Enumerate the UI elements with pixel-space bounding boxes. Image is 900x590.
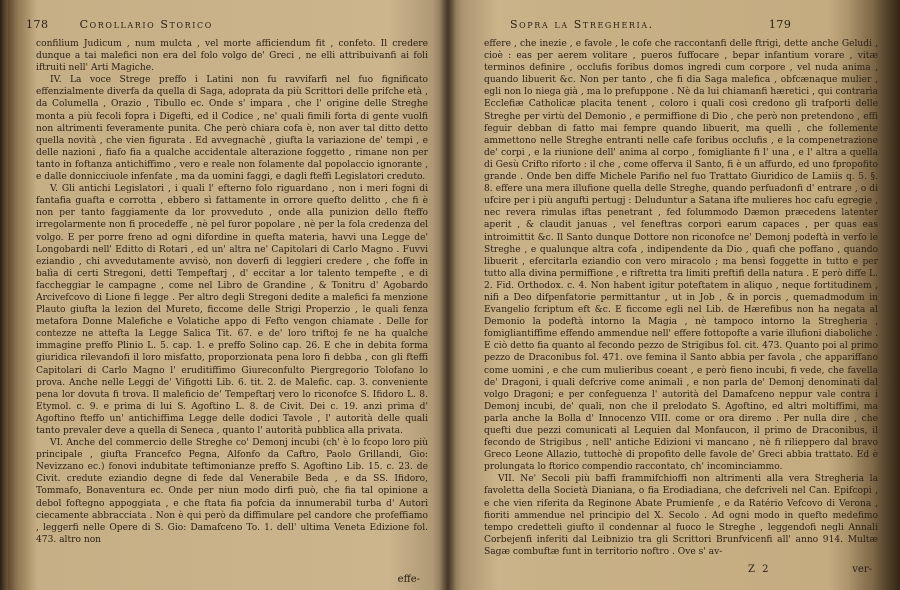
left-paragraph-vi: VI. Anche del commercio delle Streghe co' Demonj incubi (ch' è lo fcopo loro più principale , giufta Francefco Pegna, Alfonfo da Caftro, Paolo Grillandi, Gio: Nevizzano ec.) fonovi indubitate teftimonianze preffo S. Agoftino Lib. 15. c. 23. de Civit. credute eziandio degne di fede dal Venerabile Beda , e da SS. Ifidoro, Tommafo, Bonaventura ec. Onde per niun modo dirfi può, che fia tal opinione a debol foftegno appoggiata , e che ftata fia pofcia da innumerabil turba d' Autori ciecamente abbracciata . Non è qui però da diffimulare pel candore che profeffiamo , leggerfi nelle Opere di S. Gio: Damafceno To. 1. dell' ultima Veneta Edizione fol. 473. altro non: [36, 438, 428, 545]
left-paragraph-v: V. Gli antichi Legislatori , i quali l' efterno folo riguardano , non i meri fogni di fantafia guafta e corrotta , ebbero sì fattamente in orrore quefto delitto , che fi è non per tanto faggiamente da lor provveduto , onde alla punizion dello fteffo irregolarmente non fi procedeffe , nè pel furor popolare , nè per la fola credenza del volgo. E per porre freno ad ogni difordine in quefta materia, havvi una Legge de' Longobardi nell' Editto di Rotari , ed un' altra ne' Capitolari di Carlo Magno . Fuvvi eziandio , chi avvedutamente avvisò, non doverfi di leggieri credere , che foffe in balìa di certi Stregoni, detti Tempeftarj , d' eccitar a lor talento tempefte , e di faccheggiar le campagne , come nel Libro de Grandine , & Tonitru d' Agobardo Arcivefcovo di Lione fi legge . Per altro degli Stregoni dedite a malefici fa menzione Plauto giufta la lezion del Mureto, ficcome delle Strigi Properzio , le quali fenza metafora Donne Malefiche e Volatiche appo di Fefto vengon chiamate . Delle for contezze ne attefta la Legge Salica Tit. 67. e de' loro triftoj fe ne ha qualche immagine preffo Plinio L. 5. cap. 1. e preffo Solino cap. 26. E che in debita forma giuridica rilevandofi il loro misfatto, proporzionata pena loro fi debba , con gli fteffi Capitolari di Carlo Magno l' eruditiffimo Giureconfulto Piergregorio Tolofano lo prova. Anche nelle Leggi de' Vifigotti Lib. 6. tit. 2. de Malefic. cap. 3. conveniente pena lor dovuta fi trova. Il maleficio de' Tempeftarj vero lo riconofce S. Ifidoro L. 8. Etymol. c. 9. e prima di lui S. Agoftino L. 8. de Civit. Dei c. 19. anzi prima d' Agoftino fteffo un' antichiffima Legge delle dodici Tavole , l' autorità delle quali tanto prevaler deve a quella di Seneca , quanto l' autorità pubblica alla privata.: [36, 184, 428, 436]
right-running-head: [510, 18, 791, 31]
right-page: [448, 0, 900, 590]
left-running-title: Corollario Storico: [79, 18, 213, 31]
left-running-head: [26, 18, 213, 31]
left-page: [8, 0, 448, 590]
left-paragraph-iv: IV. La voce Strege preffo i Latini non fu ravvifarfi nel fuo fignificato effenzialmente diverfa da quella di Saga, adoprata da più Scrittori delle prifche età , da Columella , Orazio , Tibullo ec. Onde s' impara , che l' origine delle Streghe monta a più fecoli fopra i Digefti, ed il Codice , ne' quali fimili forta di gente vuolfi non altrimenti feveramente punita. Che però chiara cofa è, non aver tal ditto detto quella novità , che vien figurata . Ed avvegnachè , giufta la variazione de' tempi , e delle nazioni , fiafo fia a qualche accidentale alterazione foggetto , rimane non per tanto in foftanza antichiffimo , vero e reale non folamente dal popolaccio ignorante , e dalle donnicciuole infenfate , ma da uomini faggi, e dagli fteffi Legislatori creduto.: [36, 75, 428, 183]
right-paragraph-continuation: effere , che inezie , e favole , le cofe che raccontanfi delle ftrigi, dette anche Geludi , cioè : eas per aerem volitare , pueros fuffocare , bepar infantium vorare , vitæ terminos definire , occlufis foribus domos ingredi cum corpore , vel nuda anima , quando libuerit &c. Non per tanto , che fi dia Saga malefica , obfcænaque mulier , egli non lo niega già , ma lo prefuppone . Nè da lui chiamanfi hæretici , qui contrarìa Ecclefiæ Catholicæ placita tenent , coloro i quali così credono gli trafporti delle Streghe per virtù del Demonio , e permiffione di Dio , che però non pretendono , effi feguir debban di fatto mai fempre quando libuerit, ma quelli , che follemente ammettono nelle Streghe entranti nelle cafe foribus occlufis , e la compenetrazione de' corpi , e la riunione dell' anima al corpo , fomigliante fi l' una , e l' altra a quella di Gesù Crifto riforto : il che , come offerva il Santo, fi è un affurdo, ed uno fpropofito grande . Onde ben diffe Michele Parifio nel fuo Trattato Giuridico de Lamiis q. 5. §. 8. effere una mera illufione quella delle Streghe, quando perfuadonfi d' entrare , o di ufcire per i più angufti pertugj : Deluduntur a Satana ifte mulieres hoc cafu egregie , nec revera rimulas iftas penetrant , fed folummodo Dæmon præcedens latenter aperit , & claudit januas , vel feneftras corpori earum capaces , per quas eas introimittit &c. Il Santo dunque Dottore non riconofce ne' Demonj podeftà in verfo le Streghe , e qualunque altra cofa , indipendente da Dio , quafi che poffano , quando libuerit , efercitarla eziandio con vero miracolo ; ma bensì foggette in tutto e per tutto alla divina permiffione , e riftretta tra limiti preftifi della natura . E però diffe L. 2. Fid. Orthodox. c. 4. Non habent igitur poteftatem in aliquo , neque fortitudinem , nifi a Deo difpenfatorie permittantur , ut in Job , & in porcis , quemadmodum in Evangelio fcriptum eft &c. E ficcome egli nel Lib. de Hærefibus non ha negata al Demonio la podeftà intorno la Magia , nè tampoco intorno la Stregheria , fomigliantiffime effendo ammendue nell' effere fottopofte a varie illufioni diaboliche . E ciò detto fia quanto al fecondo pezzo de Strigibus fol. cit. 473. Quanto poi al primo pezzo de Draconibus fol. 471. ove femina il Santo abbia per favola , che appariffano come uomini , e che cum mulieribus coeant , e però fieno incubi, fi vede, che favella de' Dragoni, i quali defcrive come animali , e non parla de' Demonj denominati dal volgo Dragoni; e per confeguenza l' autorità del Damafceno neppur vale contra i Demonj incubi, de' quali, non che il prelodato S. Agoftino, ed altri moltiffimi, ma parla anche la Bolla d' Innocenzo VIII. come or ora diremo . Per nulla dire , che quefti due pezzi comunicati al Lequien dal Monfaucon, il primo de Draconibus, il fecondo de Strigibus , nell' antiche Edizioni vi mancano , nè fi rilieppero dal bravo Greco Leone Allazio, tuttochè di propofito delle favole de' Greci abbia trattato. Ed è prolungata lo ftorico compendio raccontato, ch' incominciammo.: [484, 39, 878, 473]
left-page-number: 178: [26, 18, 49, 31]
right-paragraph-vii: VII. Ne' Secoli più baffi frammifchioffi non altrimenti alla vera Stregheria la favoletta della Società Dianiana, o fia Erodiadiana, che defcriveli nel Can. Epifcopi , e che vien riferita da Reginone Abate Prumienfe , e da Ratério Vefcovo di Verona , fioriti ammendue nel principio del X. Secolo . Ad ogni modo in quefto medefimo tempo credetteli giufto il condennar al fuoco le Streghe , leggendofi negli Annali Corbejenfi inferiti dal Leibnizio tra gli Scrittori Brunfvicenfi all' anno 914. Multæ Sagæ combuftæ funt in territorio noftro . Ove s' av-: [484, 474, 878, 557]
right-page-body: [484, 38, 878, 558]
right-catchword: ver-: [852, 564, 872, 575]
left-page-body: [36, 38, 428, 546]
right-signature-mark: Z 2: [748, 564, 771, 575]
right-page-number: 179: [768, 18, 792, 31]
left-paragraph-continuation: confilium Judicum , num mulcta , vel morte afficiendum fit , confeto. Il credere dunque a tai malefici non era del folo volgo de' Greci , ne elli attribuivanfi ai foli iftruiti nell' Arti Magiche.: [36, 39, 428, 74]
right-running-title: Sopra la Stregheria.: [510, 18, 654, 31]
left-catchword: effe-: [397, 574, 420, 585]
